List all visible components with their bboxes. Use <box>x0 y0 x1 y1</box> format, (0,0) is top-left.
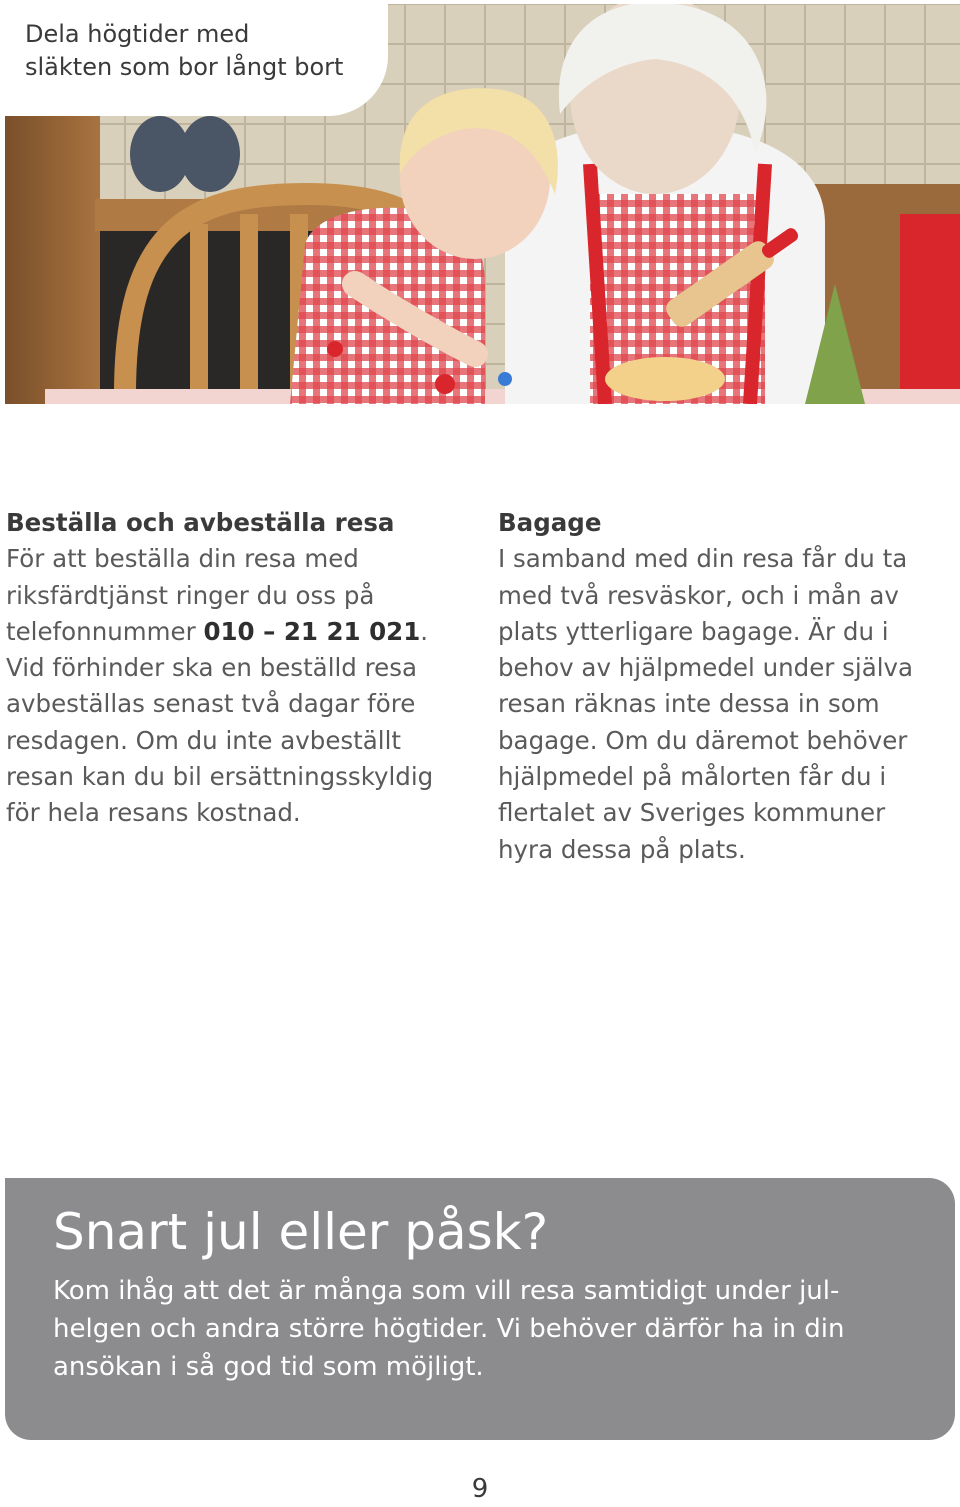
booking-text-line: avbeställas senast två dagar före <box>6 689 416 719</box>
luggage-text-line: I samband med din resa får du ta <box>498 544 908 574</box>
luggage-text-line: flertalet av Sveriges kommuner <box>498 798 886 828</box>
holiday-info-box <box>5 1178 955 1440</box>
booking-text-line: För att beställa din resa med <box>6 544 359 574</box>
booking-phone-prefix: telefonnummer <box>6 616 204 646</box>
luggage-section <box>498 505 958 868</box>
luggage-text-line: hjälpmedel på målorten får du i <box>498 762 887 792</box>
photo-caption-line-1: Dela högtider med <box>25 20 250 48</box>
hero-photo <box>5 4 960 404</box>
booking-text-line: riksfärdtjänst ringer du oss på <box>6 580 375 610</box>
phone-number[interactable]: 010 – 21 21 021 <box>203 616 421 646</box>
photo-caption-line-2: släkten som bor långt bort <box>25 53 344 81</box>
holiday-body <box>53 1272 955 1386</box>
holiday-text-line: helgen och andra större högtider. Vi behöver därför ha in din <box>53 1314 845 1344</box>
luggage-text-line: bagage. Om du däremot behöver <box>498 725 908 755</box>
luggage-text-line: plats ytterligare bagage. Är du i <box>498 616 889 646</box>
booking-text-line: resan kan du bil ersättningsskyldig <box>6 762 434 792</box>
photo-caption-bubble <box>5 4 388 116</box>
luggage-text-line: resan räknas inte dessa in som <box>498 689 880 719</box>
booking-phone-suffix: . <box>420 616 429 646</box>
holiday-text-line: Kom ihåg att det är många som vill resa samtidigt under jul- <box>53 1276 840 1306</box>
page-number: 9 <box>471 1474 489 1504</box>
booking-heading: Beställa och avbeställa resa <box>6 508 395 537</box>
booking-text-line: för hela resans kostnad. <box>6 798 301 828</box>
booking-section <box>6 505 476 832</box>
luggage-text-line: behov av hjälpmedel under själva <box>498 653 914 683</box>
luggage-heading: Bagage <box>498 508 602 537</box>
booking-text-line: Vid förhinder ska en beställd resa <box>6 653 418 683</box>
holiday-text-line: ansökan i så god tid som möjligt. <box>53 1352 484 1382</box>
luggage-text-line: hyra dessa på plats. <box>498 834 746 864</box>
booking-phone-line <box>6 614 476 650</box>
holiday-title: Snart jul eller påsk? <box>53 1203 549 1261</box>
luggage-text-line: med två resväskor, och i mån av <box>498 580 899 610</box>
booking-text-line: resdagen. Om du inte avbeställt <box>6 725 402 755</box>
